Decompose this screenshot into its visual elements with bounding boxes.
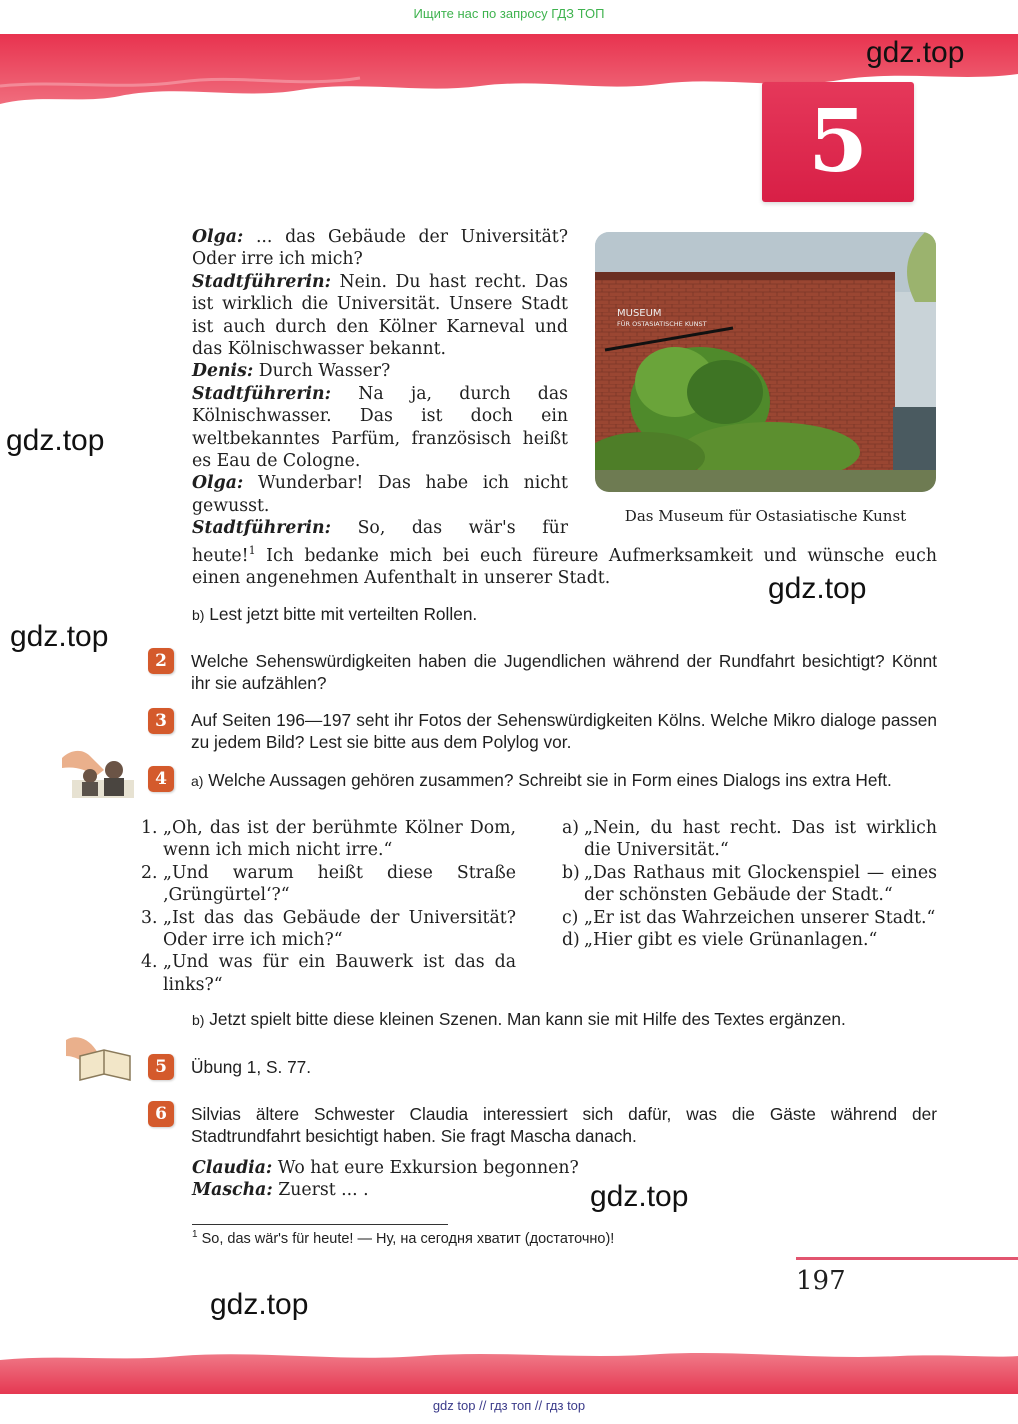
line-text: Na ja, durch das Kölnischwasser. Das ist doch ein weltbekanntes Parfüm, französisch heißt es Eau de Cologne. xyxy=(192,383,568,472)
chapter-number: 5 xyxy=(762,82,914,202)
list-item xyxy=(141,817,516,862)
pair-work-icon xyxy=(60,746,136,802)
task-number: 3 xyxy=(148,708,174,734)
line-text: Nein. Du hast recht. Das ist wirklich die Universität. Unsere Stadt ist auch durch den Kölner Karneval und das Kölnischwasser bekannt. xyxy=(192,271,568,360)
museum-photo xyxy=(595,232,936,492)
task-text: Jetzt spielt bitte diese kleinen Szenen. Man kann sie mit Hilfe des Textes ergänzen. xyxy=(204,1009,846,1029)
sub-label: b) xyxy=(192,1012,205,1028)
line-text: Zuerst ... . xyxy=(272,1180,369,1201)
museum-sign-sub: FÜR OSTASIATISCHE KUNST xyxy=(617,320,707,328)
item-text: „Er ist das Wahrzeichen unserer Stadt.“ xyxy=(584,907,936,928)
task-number: 2 xyxy=(148,648,174,674)
speaker: Stadtführerin: xyxy=(192,271,332,292)
line-text: Durch Wasser? xyxy=(253,361,391,382)
item-letter: d) xyxy=(562,930,580,951)
dialog-line xyxy=(192,1157,792,1179)
speaker: Olga: xyxy=(192,473,244,494)
speaker: Stadtführerin: xyxy=(192,518,332,539)
item-number: 3. xyxy=(141,907,158,928)
watermark: gdz.top xyxy=(590,1180,689,1213)
footnote-divider xyxy=(192,1224,448,1225)
task-number: 5 xyxy=(148,1054,174,1080)
dialog-line xyxy=(192,226,568,271)
speaker: Mascha: xyxy=(192,1180,273,1201)
dialog-line xyxy=(192,383,568,473)
item-text: „Das Rathaus mit Glockenspiel — eines der schönsten Gebäude der Stadt.“ xyxy=(584,862,937,906)
list-item xyxy=(141,907,516,952)
task1b xyxy=(192,603,477,626)
page-number-rule xyxy=(796,1257,1018,1260)
dialog-line xyxy=(192,360,568,382)
task2-text: Welche Sehenswürdigkeiten haben die Jugendlichen während der Rundfahrt besichtigt? Könnt ihr sie aufzählen? xyxy=(191,651,937,693)
speaker: Stadtführerin: xyxy=(192,383,332,404)
speaker: Olga: xyxy=(192,227,244,247)
item-text: „Oh, das ist der berühmte Kölner Dom, wenn ich mich nicht irre.“ xyxy=(163,818,516,861)
watermark: gdz.top xyxy=(866,36,965,69)
item-number: 1. xyxy=(141,818,158,838)
dialog-text xyxy=(192,226,568,540)
list-item xyxy=(562,907,937,929)
sub-label: b) xyxy=(192,607,205,623)
list-item xyxy=(562,929,937,951)
line-text: Wunderbar! Das habe ich nicht gewusst. xyxy=(192,473,568,516)
speaker: Claudia: xyxy=(192,1158,273,1178)
task6-text: Silvias ältere Schwester Claudia interessiert sich dafür, was die Gäste während der Stadtrundfahrt besichtigt haben. Sie fragt Mascha danach. xyxy=(191,1104,937,1146)
speaker: Denis: xyxy=(192,361,254,382)
bottom-links[interactable]: gdz top // гдз топ // гдз top xyxy=(432,1398,586,1413)
list-item xyxy=(562,862,937,907)
task-number: 6 xyxy=(148,1101,174,1127)
item-number: 4. xyxy=(141,952,158,973)
task3-text: Auf Seiten 196—197 seht ihr Fotos der Sehenswürdigkeiten Kölns. Welche Mikro dialoge passen zu jedem Bild? Lest sie bitte aus dem Polylog vor. xyxy=(191,710,937,752)
item-text: „Hier gibt es viele Grünanlagen.“ xyxy=(584,930,878,951)
photo-caption: Das Museum für Ostasiatische Kunst xyxy=(624,507,907,525)
line-text: So, das wär's für xyxy=(331,518,568,539)
watermark: gdz.top xyxy=(6,424,105,457)
museum-photo-image xyxy=(595,232,936,492)
statements-right xyxy=(562,817,937,951)
sub-label: a) xyxy=(191,773,204,789)
bottom-banner xyxy=(0,1350,1018,1394)
book-icon xyxy=(66,1034,136,1084)
item-text: „Nein, du hast recht. Das ist wirklich die Universität.“ xyxy=(584,818,937,861)
watermark: gdz.top xyxy=(210,1288,309,1321)
footnote-ref: 1 xyxy=(248,544,256,557)
task4b xyxy=(192,1008,937,1031)
task-text: Lest jetzt bitte mit verteilten Rollen. xyxy=(204,604,478,624)
task4a xyxy=(191,769,937,792)
item-text: „Und warum heißt diese Straße ‚Grüngürtel‘?“ xyxy=(163,862,516,906)
footnote-text: So, das wär's für heute! — Ну, на сегодня хватит (достаточно)! xyxy=(197,1230,615,1247)
list-item xyxy=(141,951,516,996)
line-text: ... das Gebäude der Universität? Oder irre ich mich? xyxy=(192,227,568,270)
dialog-end-rest: Ich bedanke mich bei euch füreure Aufmerksamkeit und wünsche euch einen angenehmen Aufenthalt in unserer Stadt. xyxy=(192,545,937,589)
dialog-line xyxy=(192,472,568,517)
item-text: „Ist das das Gebäude der Universität? Oder irre ich mich?“ xyxy=(163,907,516,951)
task-number: 4 xyxy=(148,766,174,792)
watermark: gdz.top xyxy=(10,620,109,653)
item-letter: b) xyxy=(562,862,580,883)
dialog-line xyxy=(192,1179,792,1201)
museum-sign: MUSEUM xyxy=(617,308,662,319)
line-text: Wo hat eure Exkursion begonnen? xyxy=(272,1158,579,1178)
task6-dialog xyxy=(192,1157,792,1202)
footnote-mark: 1 xyxy=(192,1229,198,1240)
item-number: 2. xyxy=(141,862,158,883)
item-letter: a) xyxy=(562,818,580,838)
statements-left xyxy=(141,817,516,996)
watermark: gdz.top xyxy=(768,572,867,605)
item-text: „Und was für ein Bauwerk ist das da links?“ xyxy=(163,952,516,995)
footnote xyxy=(192,1229,614,1247)
list-item xyxy=(141,862,516,907)
dialog-end-first: heute! xyxy=(192,545,249,566)
item-letter: c) xyxy=(562,907,579,928)
task5-text: Übung 1, S. 77. xyxy=(191,1057,312,1077)
dialog-line xyxy=(192,517,568,539)
list-item xyxy=(562,817,937,862)
dialog-line xyxy=(192,271,568,361)
top-search-text: Ищите нас по запросу ГДЗ ТОП xyxy=(413,6,605,21)
task-text: Welche Aussagen gehören zusammen? Schreibt sie in Form eines Dialogs ins extra Heft. xyxy=(203,770,892,790)
page-number: 197 xyxy=(796,1266,846,1296)
